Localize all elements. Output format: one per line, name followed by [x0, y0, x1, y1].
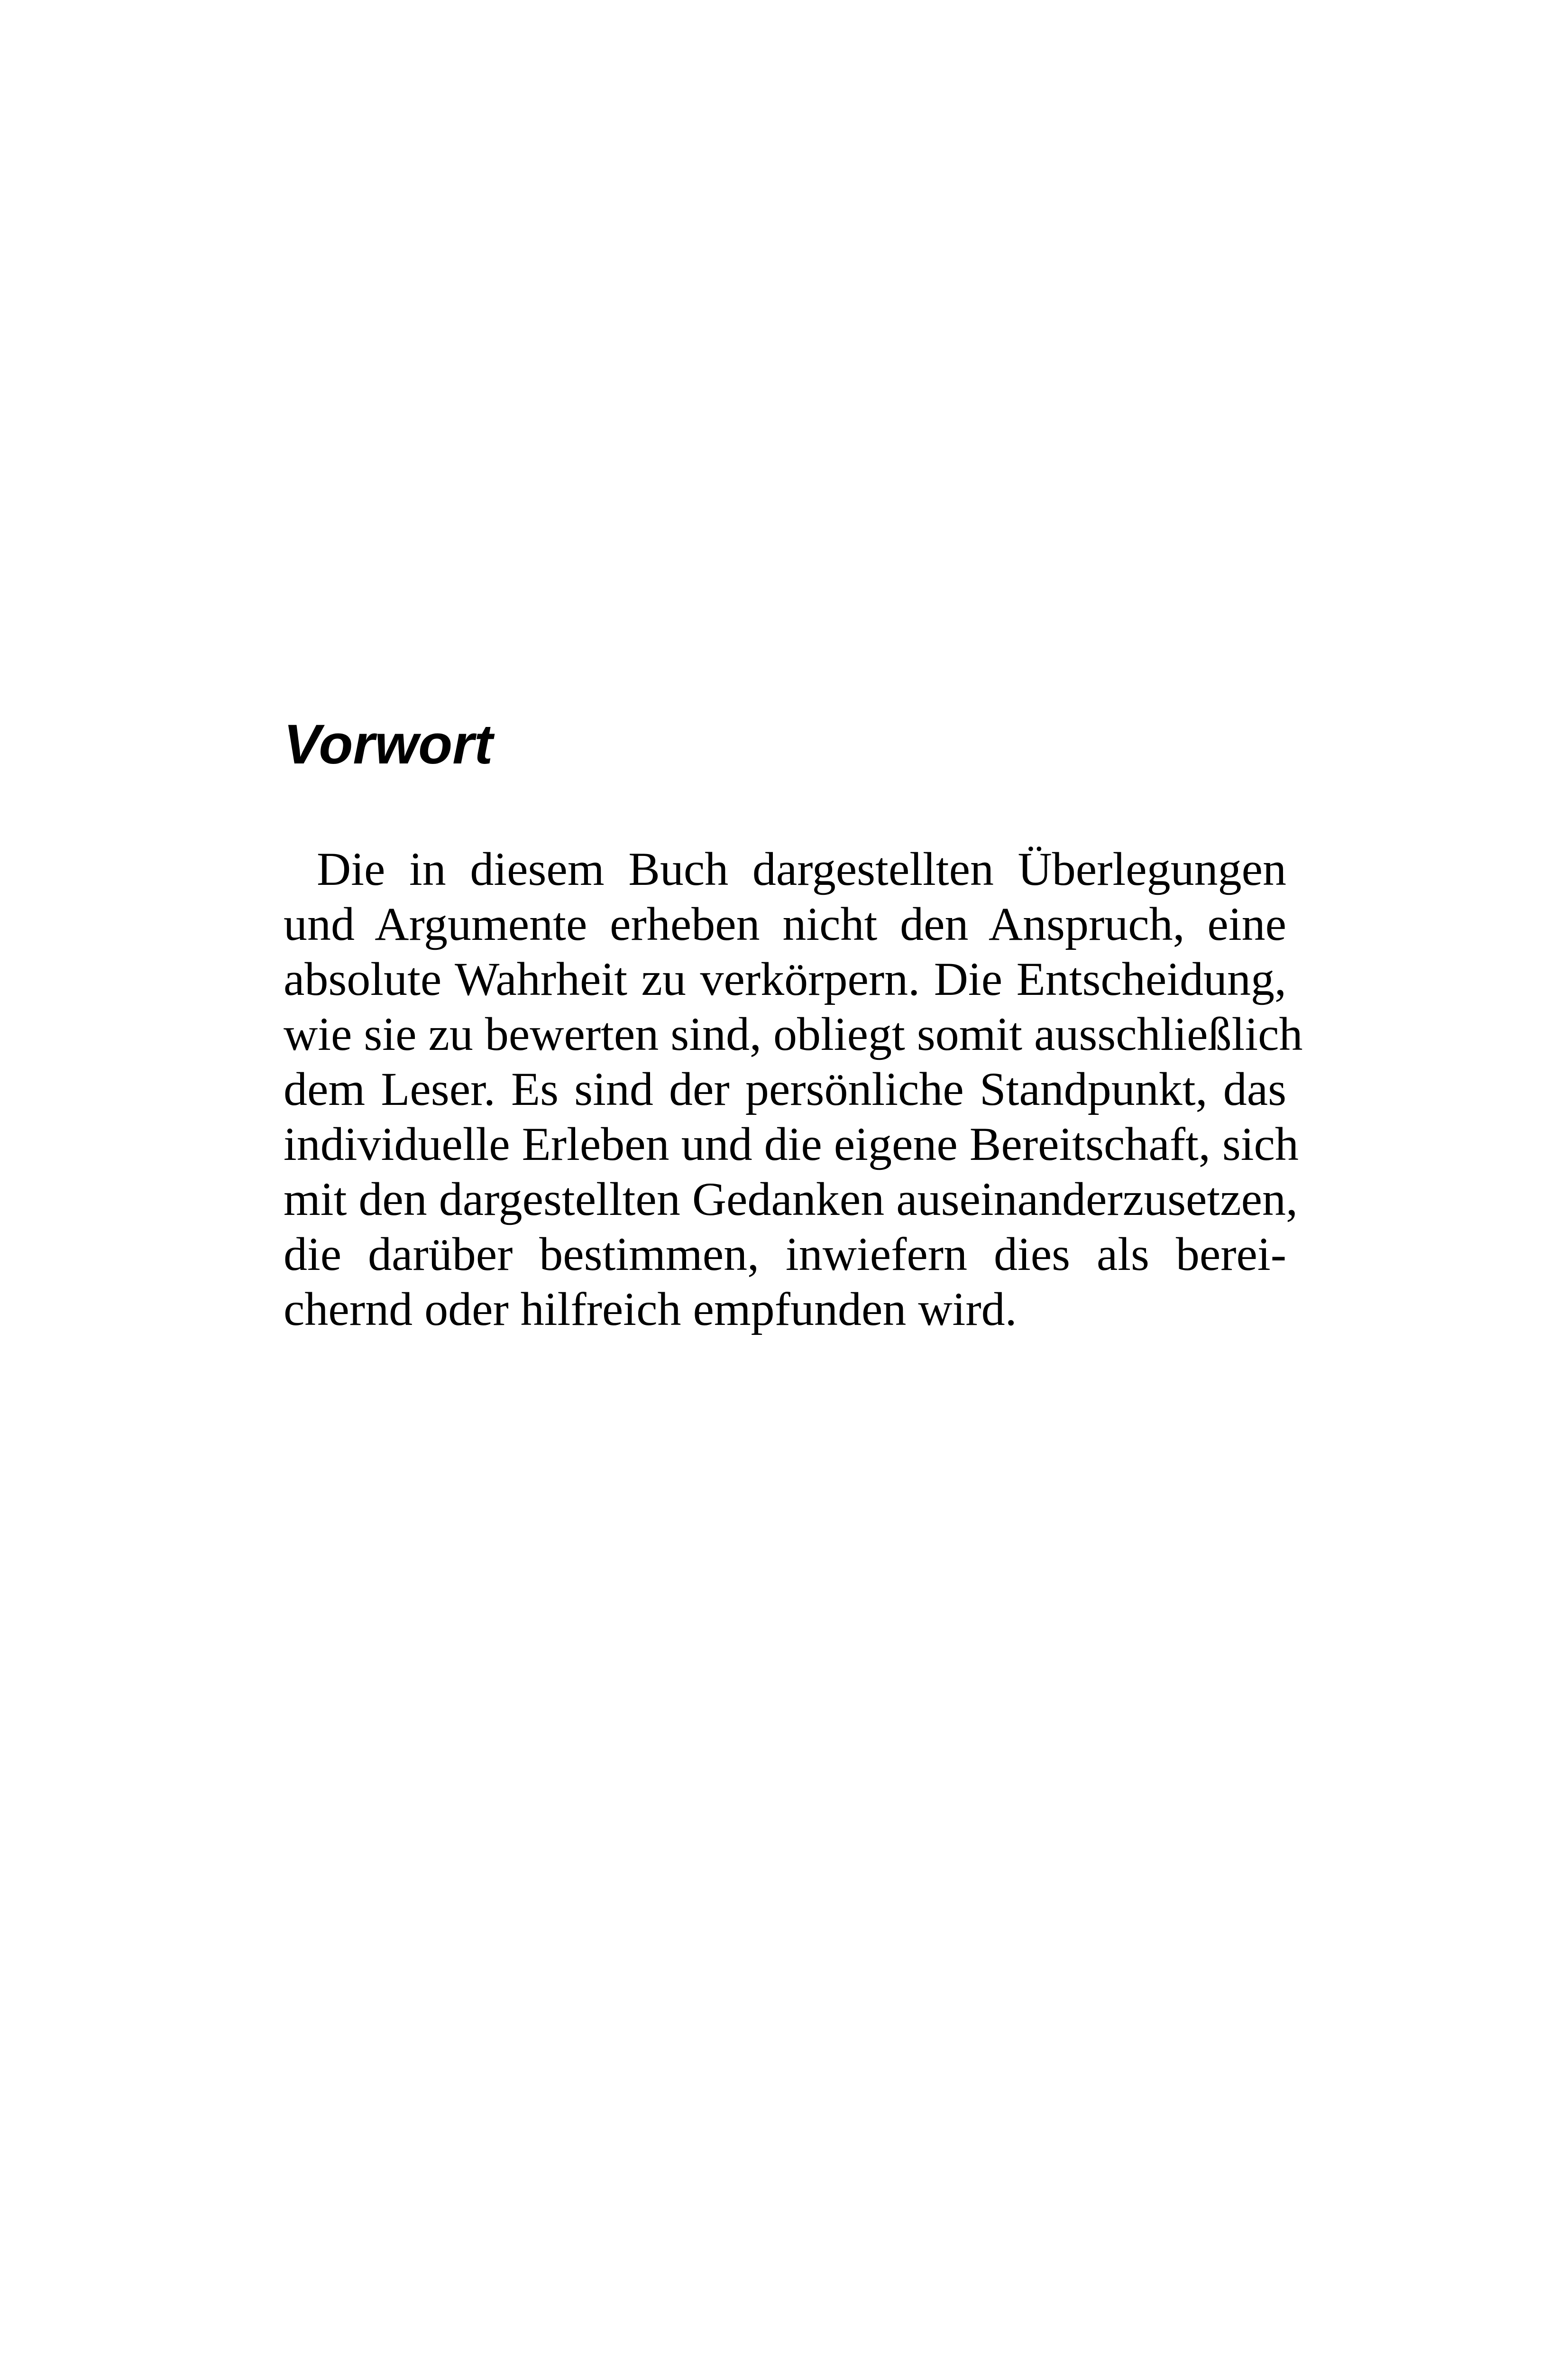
- paragraph-line: absolute Wahrheit zu verkörpern. Die Entscheidung,: [284, 953, 1286, 1005]
- paragraph-line: die darüber bestimmen, inwiefern dies als berei-: [284, 1228, 1286, 1280]
- foreword-paragraph: [284, 842, 1303, 1337]
- chapter-heading: Vorwort: [284, 713, 493, 776]
- paragraph-line: wie sie zu bewerten sind, obliegt somit ausschließlich: [284, 1008, 1303, 1060]
- paragraph-line: Die in diesem Buch dargestellten Überlegungen: [317, 843, 1286, 895]
- paragraph-line: individuelle Erleben und die eigene Bereitschaft, sich: [284, 1118, 1299, 1170]
- paragraph-line: und Argumente erheben nicht den Anspruch, eine: [284, 898, 1286, 950]
- paragraph-line: mit den dargestellten Gedanken auseinanderzusetzen,: [284, 1173, 1298, 1225]
- paragraph-line: dem Leser. Es sind der persönliche Standpunkt, das: [284, 1063, 1286, 1115]
- paragraph-line: chernd oder hilfreich empfunden wird.: [284, 1283, 1017, 1335]
